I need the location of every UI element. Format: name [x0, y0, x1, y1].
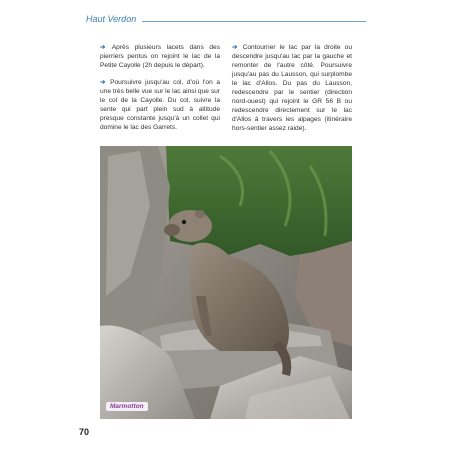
paragraph: [100, 78, 220, 132]
paragraph: [100, 43, 220, 70]
header-title: Haut Verdon: [86, 14, 137, 24]
page-number: 70: [79, 427, 90, 437]
running-header: [86, 14, 366, 28]
paragraph-text: Contourner le lac par la droite ou descendre jusqu'au lac par la gauche et remonter de l'autre côté. Poursuivre jusqu'au pas du Lausson, qui surplombe le lac d'Allos. Du pas du Lausson, redescendre par le sentier (direction nord-ouest) qui rejoint le GR 56 B ou redescendre directement sur le lac d'Allos à travers les alpages (itinéraire hors-sentier assez raide).: [232, 44, 352, 132]
photo-caption: Marmotton: [106, 402, 148, 411]
left-column: [100, 43, 220, 140]
arrow-icon: ➔: [100, 79, 106, 86]
paragraph-text: Après plusieurs lacets dans des pierriers pentus on rejoint le lac de la Petite Cayolle (2h depuis le départ).: [100, 44, 220, 69]
header-rule: [142, 21, 366, 22]
paragraph-text: Poursuivre jusqu'au col, d'où l'on a une très belle vue sur le lac ainsi que sur le col de la Cayolle. Du col, suivre la sente qui part plein sud à altitude presque constante jusqu'à un collet qui domine le lac des Garrets.: [100, 79, 220, 131]
right-column: [232, 43, 352, 141]
arrow-icon: ➔: [100, 44, 106, 51]
arrow-icon: ➔: [232, 44, 238, 51]
marmot-illustration: [100, 146, 352, 419]
paragraph: [232, 43, 352, 133]
marmot-photo: [100, 146, 352, 419]
